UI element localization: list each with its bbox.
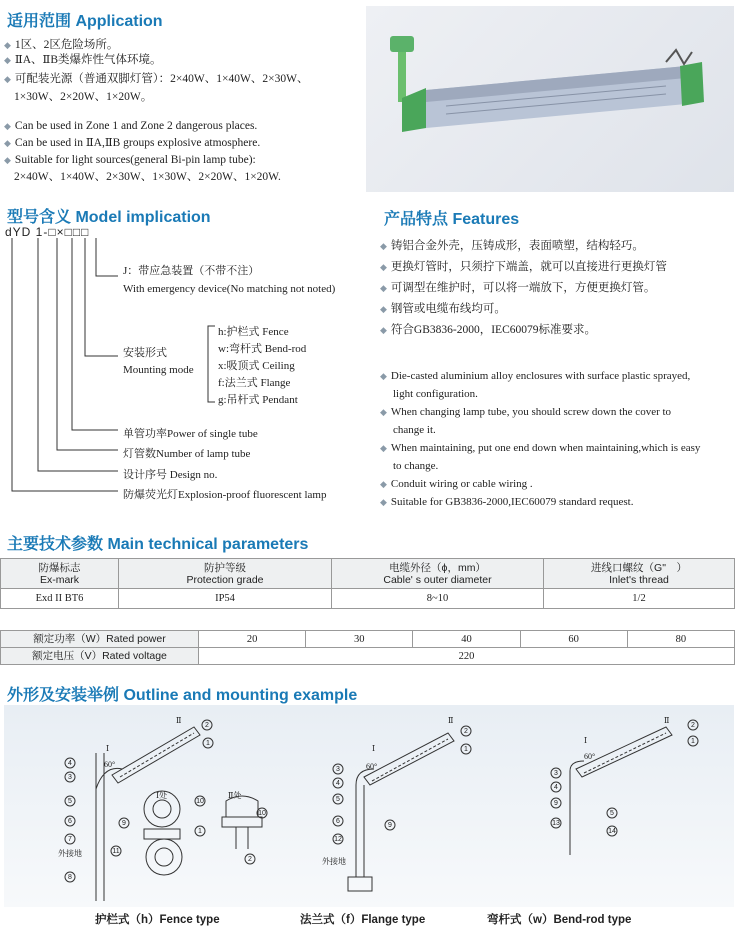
svg-text:1: 1 bbox=[198, 828, 202, 835]
svg-text:1: 1 bbox=[464, 746, 468, 753]
cell: 8~10 bbox=[332, 589, 544, 609]
svg-text:4: 4 bbox=[336, 780, 340, 787]
ratings-table bbox=[0, 630, 735, 665]
list-item: ◆ ⅡA、ⅡB类爆炸性气体环境。 bbox=[4, 54, 162, 66]
mount-option: x:吸顶式 Ceiling bbox=[218, 360, 295, 372]
svg-text:8: 8 bbox=[68, 874, 72, 881]
svg-text:4: 4 bbox=[68, 760, 72, 767]
angle-label-1: 60° bbox=[104, 760, 116, 769]
list-item: ◆ Can be used in ⅡA,ⅡB groups explosive atmosphere. bbox=[4, 137, 261, 149]
application-heading: 适用范围 Application bbox=[7, 13, 163, 30]
svg-text:3: 3 bbox=[554, 770, 558, 777]
table-header-row bbox=[1, 559, 735, 589]
svg-text:3: 3 bbox=[68, 774, 72, 781]
angle-label-2: 60° bbox=[366, 762, 378, 771]
product-photo bbox=[366, 6, 734, 192]
emergency-en: With emergency device(No matching not noted) bbox=[123, 283, 336, 295]
svg-text:11: 11 bbox=[112, 848, 120, 855]
svg-text:3: 3 bbox=[336, 766, 340, 773]
mount-cn: 安装形式 bbox=[123, 347, 167, 359]
mark-1-flange: Ⅰ bbox=[372, 744, 376, 753]
cell: 40 bbox=[413, 631, 520, 648]
list-item: 2×40W、1×40W、2×30W、1×30W、2×20W、1×20W. bbox=[14, 171, 281, 183]
svg-text:7: 7 bbox=[68, 836, 72, 843]
table-row bbox=[1, 631, 735, 648]
mark-2-fence: Ⅱ bbox=[176, 716, 182, 725]
list-item: ◆ Conduit wiring or cable wiring . bbox=[380, 478, 533, 490]
features-en-list bbox=[380, 367, 700, 511]
list-item: to change. bbox=[393, 460, 439, 472]
list-item: ◆ 可调型在维护时，可以将一端放下，方便更换灯管。 bbox=[380, 282, 656, 294]
cell: 80 bbox=[627, 631, 734, 648]
mark-2-flange: Ⅱ bbox=[448, 716, 454, 725]
svg-text:2: 2 bbox=[205, 722, 209, 729]
svg-text:5: 5 bbox=[610, 810, 614, 817]
caption-fence: 护栏式（h）Fence type bbox=[95, 914, 220, 926]
design-label: 设计序号 Design no. bbox=[123, 469, 218, 481]
list-item: ◆ Suitable for GB3836-2000,IEC60079 standard request. bbox=[380, 496, 634, 508]
power-header: 额定功率（W）Rated power bbox=[1, 631, 199, 648]
list-item: change it. bbox=[393, 424, 436, 436]
list-item: 1×30W、2×20W、1×20W。 bbox=[14, 91, 153, 103]
svg-text:9: 9 bbox=[388, 822, 392, 829]
cell: 1/2 bbox=[544, 589, 735, 609]
cell: 220 bbox=[199, 648, 735, 665]
power-label: 单管功率Power of single tube bbox=[123, 428, 258, 440]
list-item: light configuration. bbox=[393, 388, 478, 400]
count-label: 灯管数Number of lamp tube bbox=[123, 448, 251, 460]
mark-1-bend: Ⅰ bbox=[584, 736, 588, 745]
params-table bbox=[0, 558, 735, 609]
lamp-illustration bbox=[366, 6, 734, 192]
mark-1-fence: Ⅰ bbox=[106, 744, 110, 753]
svg-text:5: 5 bbox=[68, 798, 72, 805]
features-cn-list bbox=[380, 236, 667, 341]
detail-label-2: Ⅱ处 bbox=[228, 791, 242, 800]
cell: 60 bbox=[520, 631, 627, 648]
mount-option: h:护栏式 Fence bbox=[218, 326, 289, 338]
flange-diagram bbox=[348, 733, 454, 891]
svg-text:10: 10 bbox=[258, 810, 266, 817]
table-row bbox=[1, 648, 735, 665]
cell: Exd II BT6 bbox=[1, 589, 119, 609]
cell: IP54 bbox=[119, 589, 332, 609]
table-row bbox=[1, 589, 735, 609]
list-item: ◆ 更换灯管时，只须拧下端盖，就可以直接进行更换灯管 bbox=[380, 261, 667, 273]
caption-bend-rod: 弯杆式（w）Bend-rod type bbox=[487, 914, 632, 926]
list-item: ◆ Can be used in Zone 1 and Zone 2 dangerous places. bbox=[4, 120, 258, 132]
col-thread: 进线口螺纹（G" ） Inlet's thread bbox=[544, 559, 735, 589]
ground-label-2: 外接地 bbox=[322, 857, 346, 866]
fence-diagram bbox=[96, 727, 262, 901]
detail-label-1: Ⅰ处 bbox=[156, 791, 168, 800]
svg-text:13: 13 bbox=[552, 820, 560, 827]
caption-flange: 法兰式（f）Flange type bbox=[300, 914, 426, 926]
model-code: dYD 1-□×□□□ bbox=[5, 225, 90, 239]
cell: 20 bbox=[199, 631, 306, 648]
svg-text:5: 5 bbox=[336, 796, 340, 803]
svg-text:14: 14 bbox=[608, 828, 616, 835]
svg-text:1: 1 bbox=[206, 740, 210, 747]
svg-text:2: 2 bbox=[464, 728, 468, 735]
list-item: ◆ Suitable for light sources(general Bi-pin lamp tube): bbox=[4, 154, 256, 166]
ground-label-1: 外接地 bbox=[58, 849, 82, 858]
col-cable: 电缆外径（ϕ，mm） Cable' s outer diameter bbox=[332, 559, 544, 589]
svg-text:1: 1 bbox=[691, 738, 695, 745]
list-item: ◆ 可配装光源（普通双脚灯管）：2×40W、1×40W、2×30W、 bbox=[4, 73, 309, 85]
outline-diagrams bbox=[4, 705, 734, 907]
svg-text:2: 2 bbox=[691, 722, 695, 729]
list-item: ◆ When changing lamp tube, you should screw down the cover to bbox=[380, 406, 672, 418]
model-heading: 型号含义 Model implication bbox=[7, 209, 211, 226]
angle-label-3: 60° bbox=[584, 752, 596, 761]
list-item: ◆ 1区、2区危险场所。 bbox=[4, 39, 119, 51]
bend-rod-diagram bbox=[570, 727, 672, 855]
svg-text:10: 10 bbox=[196, 798, 204, 805]
voltage-header: 额定电压（V）Rated voltage bbox=[1, 648, 199, 665]
list-item: ◆ 符合GB3836-2000，IEC60079标准要求。 bbox=[380, 324, 597, 336]
list-item: ◆ 铸铝合金外壳，压铸成形，表面喷塑，结构轻巧。 bbox=[380, 240, 644, 252]
svg-text:6: 6 bbox=[336, 818, 340, 825]
list-item: ◆ When maintaining, put one end down when maintaining,which is easy bbox=[380, 442, 701, 454]
svg-text:4: 4 bbox=[554, 784, 558, 791]
list-item: ◆ 钢管或电缆布线均可。 bbox=[380, 303, 506, 315]
mount-en: Mounting mode bbox=[123, 364, 194, 376]
outline-heading: 外形及安装举例 Outline and mounting example bbox=[7, 687, 358, 704]
cell: 30 bbox=[306, 631, 413, 648]
model-tree-lines bbox=[0, 238, 140, 500]
features-heading: 产品特点 Features bbox=[384, 211, 520, 228]
params-heading: 主要技术参数 Main technical parameters bbox=[7, 536, 309, 553]
col-protection: 防护等级 Protection grade bbox=[119, 559, 332, 589]
mount-option: g:吊杆式 Pendant bbox=[218, 394, 298, 406]
mount-option: f:法兰式 Flange bbox=[218, 377, 291, 389]
mount-bracket bbox=[205, 324, 217, 404]
svg-text:12: 12 bbox=[334, 836, 342, 843]
col-exmark: 防爆标志 Ex-mark bbox=[1, 559, 119, 589]
explo-label: 防爆荧光灯Explosion-proof fluorescent lamp bbox=[123, 489, 327, 501]
emergency-cn: J：带应急装置（不带不注） bbox=[123, 265, 260, 277]
svg-text:6: 6 bbox=[68, 818, 72, 825]
application-list bbox=[4, 38, 308, 185]
mount-option: w:弯杆式 Bend-rod bbox=[218, 343, 307, 355]
mark-2-bend: Ⅱ bbox=[664, 716, 670, 725]
mount-options bbox=[218, 324, 306, 409]
svg-text:2: 2 bbox=[248, 856, 252, 863]
list-item: ◆ Die-casted aluminium alloy enclosures with surface plastic sprayed, bbox=[380, 370, 691, 382]
svg-text:9: 9 bbox=[554, 800, 558, 807]
svg-text:9: 9 bbox=[122, 820, 126, 827]
